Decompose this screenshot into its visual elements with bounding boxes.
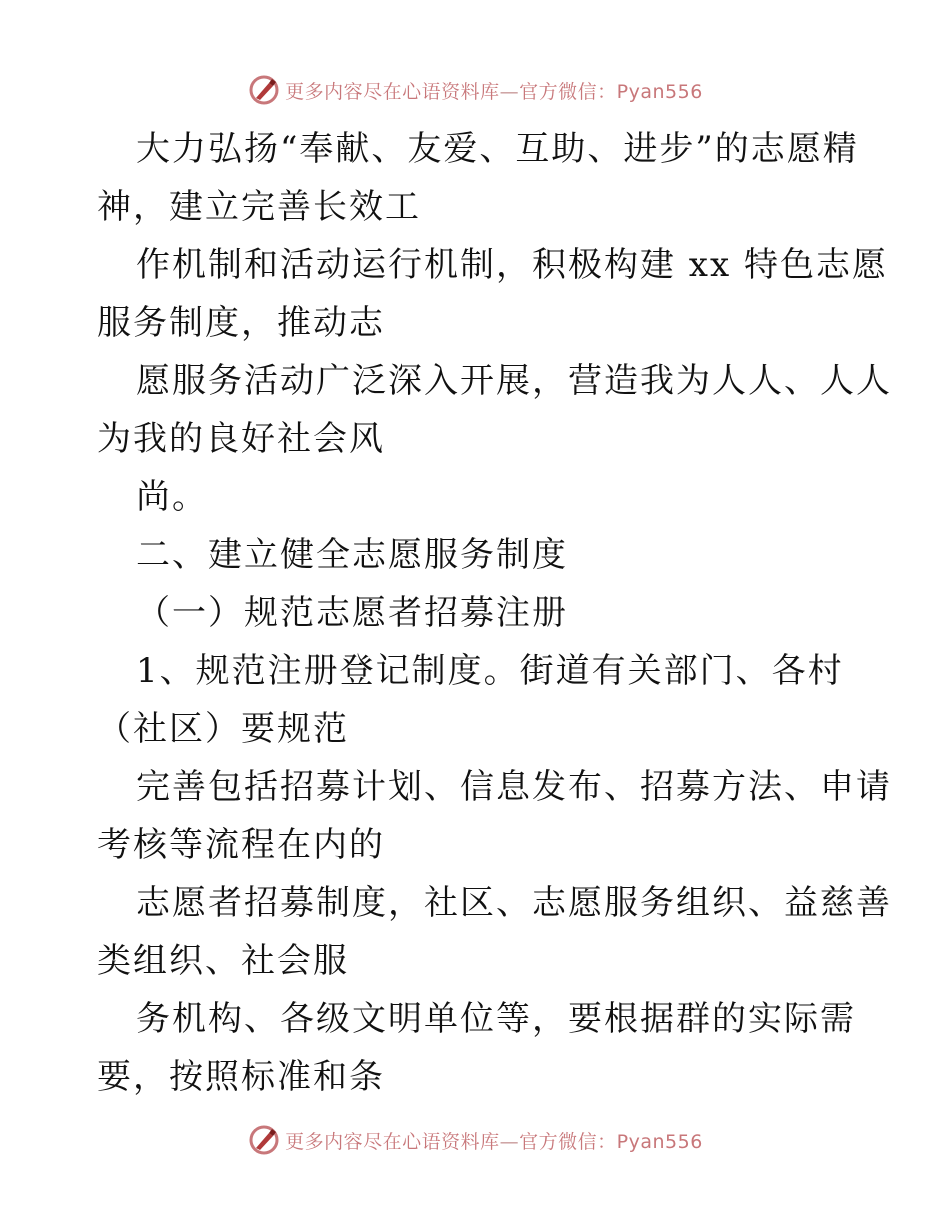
header-banner-text <box>285 77 703 104</box>
text-line: 要，按照标准和条 <box>97 1057 385 1097</box>
footer-banner <box>0 1120 950 1160</box>
text-line: 志愿者招募制度，社区、志愿服务组织、益慈善 <box>136 883 892 923</box>
header-banner-dash: — <box>499 80 520 103</box>
footer-banner-dash: — <box>499 1130 520 1153</box>
text-line: 类组织、社会服 <box>97 941 349 981</box>
text-line: 完善包括招募计划、信息发布、招募方法、申请 <box>136 767 892 807</box>
text-line: 神，建立完善长效工 <box>97 187 421 227</box>
text-line: 尚。 <box>136 477 208 517</box>
pen-logo-icon <box>247 73 281 107</box>
footer-banner-contact: 官方微信：Pyan556 <box>519 1130 703 1153</box>
footer-banner-main: 更多内容尽在心语资料库 <box>285 1130 500 1153</box>
text-line: （社区）要规范 <box>97 709 349 749</box>
header-banner <box>0 70 950 110</box>
text-line: 大力弘扬“奉献、友爱、互助、进步”的志愿精 <box>136 129 859 169</box>
text-line: 务机构、各级文明单位等，要根据群的实际需 <box>136 999 856 1039</box>
footer-banner-text <box>285 1127 703 1154</box>
pen-logo-icon <box>247 1123 281 1157</box>
text-line: 考核等流程在内的 <box>97 825 385 865</box>
text-line: 1、规范注册登记制度。街道有关部门、各村 <box>136 651 844 691</box>
text-line: 愿服务活动广泛深入开展，营造我为人人、人人 <box>136 361 892 401</box>
header-banner-main: 更多内容尽在心语资料库 <box>285 80 500 103</box>
text-line: 为我的良好社会风 <box>97 419 385 459</box>
subsection-heading: （一）规范志愿者招募注册 <box>136 593 568 633</box>
header-banner-contact: 官方微信：Pyan556 <box>519 80 703 103</box>
text-line: 作机制和活动运行机制，积极构建 xx 特色志愿 <box>136 245 888 285</box>
section-heading: 二、建立健全志愿服务制度 <box>136 535 568 575</box>
text-line: 服务制度，推动志 <box>97 303 385 343</box>
